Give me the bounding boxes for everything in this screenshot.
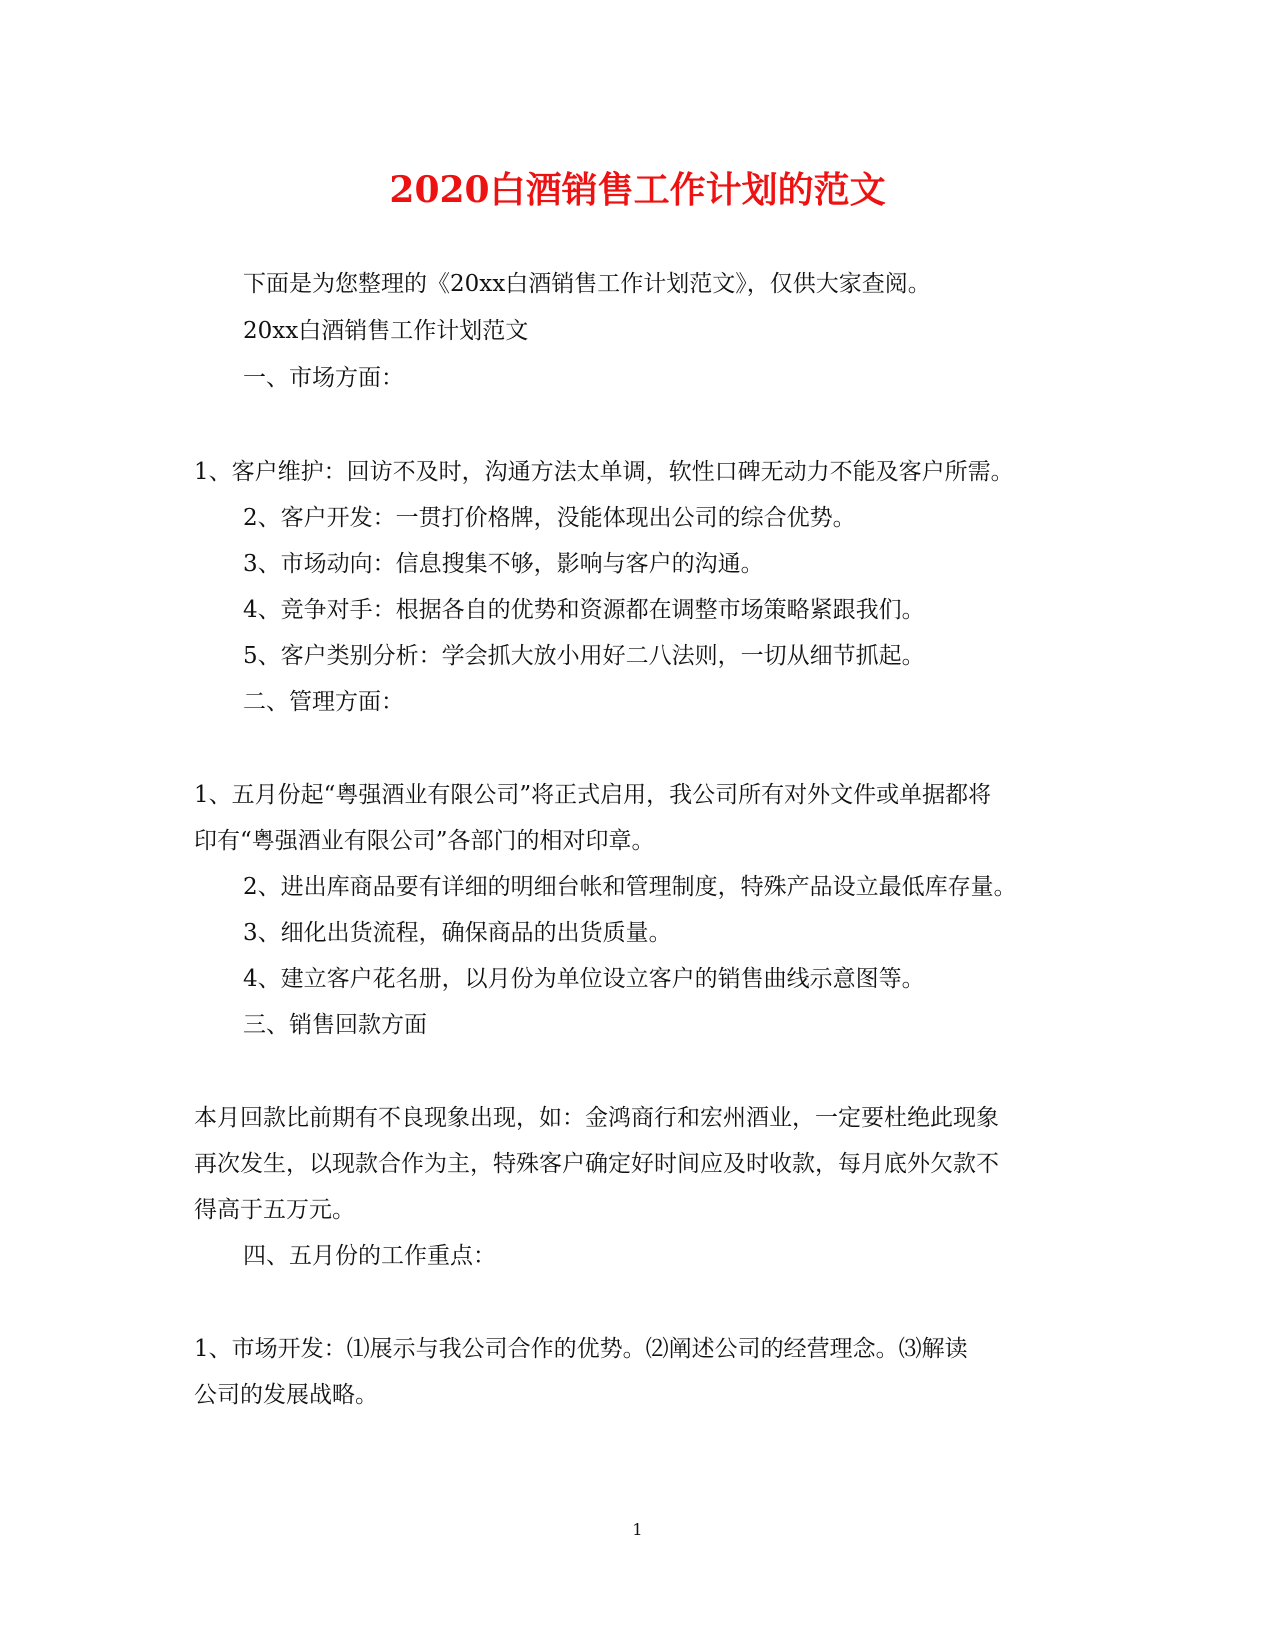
market-item-1: 1、客户维护：回访不及时，沟通方法太单调，软性口碑无动力不能及客户所需。: [194, 459, 1014, 485]
section-heading-market: 一、市场方面：: [243, 365, 404, 391]
focus-item-1-line-2: 公司的发展战略。: [194, 1382, 378, 1408]
market-item-2: 2、客户开发：一贯打价格牌，没能体现出公司的综合优势。: [243, 505, 856, 531]
collection-paragraph-line-3: 得高于五万元。: [194, 1197, 355, 1223]
collection-paragraph-line-2: 再次发生，以现款合作为主，特殊客户确定好时间应及时收款，每月底外欠款不: [194, 1151, 999, 1177]
section-heading-management: 二、管理方面：: [243, 689, 404, 715]
focus-item-1-line-1: 1、市场开发：⑴展示与我公司合作的优势。⑵阐述公司的经营理念。⑶解读: [194, 1336, 968, 1362]
document-title: 2020白酒销售工作计划的范文: [389, 169, 886, 211]
management-item-2: 2、进出库商品要有详细的明细台帐和管理制度，特殊产品设立最低库存量。: [243, 874, 1017, 900]
market-item-5: 5、客户类别分析：学会抓大放小用好二八法则，一切从细节抓起。: [243, 643, 925, 669]
intro-paragraph: 下面是为您整理的《20xx白酒销售工作计划范文》，仅供大家查阅。: [243, 271, 931, 297]
management-item-1-line-2: 印有“粤强酒业有限公司”各部门的相对印章。: [194, 828, 655, 854]
subtitle-line: 20xx白酒销售工作计划范文: [243, 318, 529, 344]
page-number: 1: [632, 1520, 643, 1539]
market-item-3: 3、市场动向：信息搜集不够，影响与客户的沟通。: [243, 551, 764, 577]
section-heading-may-focus: 四、五月份的工作重点：: [243, 1243, 496, 1269]
section-heading-collection: 三、销售回款方面: [243, 1012, 427, 1038]
collection-paragraph-line-1: 本月回款比前期有不良现象出现，如：金鸿商行和宏州酒业，一定要杜绝此现象: [194, 1105, 999, 1131]
management-item-4: 4、建立客户花名册，以月份为单位设立客户的销售曲线示意图等。: [243, 966, 925, 992]
market-item-4: 4、竞争对手：根据各自的优势和资源都在调整市场策略紧跟我们。: [243, 597, 925, 623]
management-item-1-line-1: 1、五月份起“粤强酒业有限公司”将正式启用，我公司所有对外文件或单据都将: [194, 782, 992, 808]
management-item-3: 3、细化出货流程，确保商品的出货质量。: [243, 920, 672, 946]
